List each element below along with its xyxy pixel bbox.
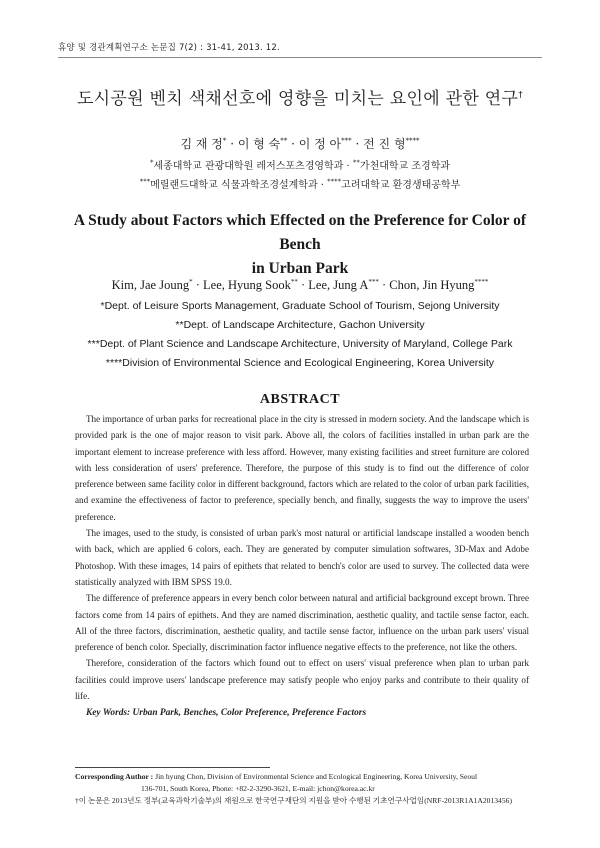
keywords: Key Words: Urban Park, Benches, Color Preference, Preference Factors bbox=[86, 708, 367, 719]
korean-title bbox=[0, 84, 600, 109]
corresponding-author-label: Corresponding Author : bbox=[75, 772, 154, 781]
author-en: Lee, Jung A bbox=[308, 278, 369, 293]
author-mark: **** bbox=[405, 137, 420, 145]
corresponding-author-contact: 136-701, South Korea, Phone: +82-2-3290-3621, E-mail: jchon@korea.ac.kr bbox=[141, 784, 375, 793]
funding-mark: † bbox=[75, 796, 79, 805]
author-mark: **** bbox=[474, 278, 489, 286]
author-en: Lee, Hyung Sook bbox=[203, 278, 291, 293]
affiliation-mark: ** bbox=[175, 319, 184, 331]
affiliation-en-text: Dept. of Landscape Architecture, Gachon University bbox=[183, 319, 425, 331]
footnotes bbox=[75, 771, 529, 807]
affiliation-ko: 고려대학교 환경생태공학부 bbox=[341, 180, 461, 191]
author-mark: ** bbox=[280, 137, 288, 145]
journal-header: 휴양 및 경관계획연구소 논문집 7(2) : 31-41, 2013. 12. bbox=[58, 43, 280, 53]
author-separator: · bbox=[355, 137, 360, 151]
korean-title-text: 도시공원 벤치 색채선호에 영향을 미치는 요인에 관한 연구 bbox=[76, 89, 519, 109]
header-rule bbox=[58, 57, 542, 58]
author-ko: 이 형 숙 bbox=[237, 137, 281, 151]
affiliation-mark: ** bbox=[352, 158, 360, 167]
author-separator: · bbox=[230, 137, 235, 151]
english-title bbox=[60, 209, 540, 281]
affiliation-en-text: Dept. of Plant Science and Landscape Architecture, University of Maryland, College Park bbox=[99, 338, 513, 350]
author-mark: *** bbox=[368, 278, 379, 286]
author-mark: * bbox=[222, 137, 227, 145]
affiliation-mark: * bbox=[149, 158, 154, 167]
author-mark: *** bbox=[341, 137, 352, 145]
abstract-paragraph: Therefore, consideration of the factors which found out to effect on users' visual preference when plan to urban park facilities could improve users' landscape preference may satisfy people who enjoy parks and contribute to their quality of life. bbox=[75, 658, 529, 702]
affiliation-ko: 메릴랜드대학교 식물과학조경설계학과 · bbox=[150, 180, 328, 191]
author-separator: · bbox=[381, 278, 387, 293]
title-footnote-mark: † bbox=[518, 90, 524, 101]
author-mark: ** bbox=[290, 278, 298, 286]
korean-authors bbox=[0, 135, 600, 152]
abstract-body bbox=[75, 411, 529, 722]
affiliation-mark: **** bbox=[105, 357, 123, 369]
author-ko: 전 진 형 bbox=[363, 137, 406, 151]
affiliation-mark: * bbox=[100, 300, 105, 312]
abstract-paragraph: The importance of urban parks for recreational place in the city is stressed in modern society. And the landscape which is provided park is the one of major reason to visit park. Above all, the colors of facilities installed in urban park are the important element to increase preference with less afford. However, many existing facilities and street furniture are colored with less consideration of users' preference. Therefore, the purpose of this study is to find out the difference of color preference between same facility color in different background, factors which are related to the color of urban park facilities, and examine the effectiveness of factor to preference, specially bench, and finally, suggests the way to improve the users' preference. bbox=[75, 414, 529, 522]
author-mark: * bbox=[189, 278, 193, 286]
english-affiliation bbox=[0, 357, 600, 369]
corresponding-author-note bbox=[75, 771, 529, 783]
english-authors bbox=[0, 278, 600, 293]
english-affiliation bbox=[0, 319, 600, 331]
abstract-heading: ABSTRACT bbox=[259, 392, 341, 407]
affiliation-ko: 가천대학교 조경학과 bbox=[359, 161, 451, 172]
funding-text: 이 논문은 2013년도 정부(교육과학기술부)의 재원으로 한국연구재단의 지원을 받아 수행된 기초연구사업임(NRF-2013R1A1A2013456) bbox=[78, 796, 512, 805]
author-ko: 김 재 정 bbox=[180, 137, 223, 151]
footnote-rule bbox=[75, 767, 270, 768]
author-separator: · bbox=[195, 278, 200, 293]
author-separator: · bbox=[300, 278, 306, 293]
english-affiliation bbox=[0, 300, 600, 312]
affiliation-mark: *** bbox=[87, 338, 100, 350]
author-en: Kim, Jae Joung bbox=[111, 278, 190, 293]
affiliation-en-text: Division of Environmental Science and Ecological Engineering, Korea University bbox=[122, 357, 495, 369]
english-affiliation bbox=[0, 338, 600, 350]
author-separator: · bbox=[291, 137, 295, 151]
author-en: Chon, Jin Hyung bbox=[389, 278, 475, 293]
korean-affiliation-line bbox=[0, 176, 600, 191]
affiliation-mark: *** bbox=[139, 177, 151, 186]
corresponding-author-text: Jin hyung Chon, Division of Environmental Science and Ecological Engineering, Korea University, Seoul bbox=[155, 772, 478, 781]
affiliation-mark: **** bbox=[327, 177, 342, 186]
abstract-paragraph: The difference of preference appears in every bench color between natural and artificial background except brown. Three factors come from 14 pairs of epithets. And they are named discrimination, aesthetic quality, and tactile sense factor, each. All of the three factors, discrimination, aesthetic quality, and tactile sense factor, influence on the urban park users' visual preference of bench color. Specially, discrimination factor influence negative effects to the preference, not like the others. bbox=[75, 593, 529, 653]
funding-note bbox=[75, 795, 529, 807]
abstract-paragraph: The images, used to the study, is consisted of urban park's most natural or artificial landscape installed a wooden bench with back, which are applied 6 colors, each. They are generated by computer simulation softwares, 3D-Max and Adobe Photoshop. With these images, 14 pairs of epithets that related to bench's color are used to survey. The collected data were statistically analyzed with IBM SPSS 19.0. bbox=[75, 528, 529, 587]
english-title-line: A Study about Factors which Effected on the Preference for Color of Bench bbox=[73, 212, 527, 253]
english-title-line: in Urban Park bbox=[251, 260, 349, 277]
korean-affiliation-line bbox=[0, 157, 600, 172]
author-ko: 이 정 아 bbox=[298, 137, 342, 151]
affiliation-en-text: Dept. of Leisure Sports Management, Graduate School of Tourism, Sejong University bbox=[104, 300, 500, 312]
affiliation-ko: 세종대학교 관광대학원 레저스포츠경영학과 · bbox=[153, 161, 353, 172]
